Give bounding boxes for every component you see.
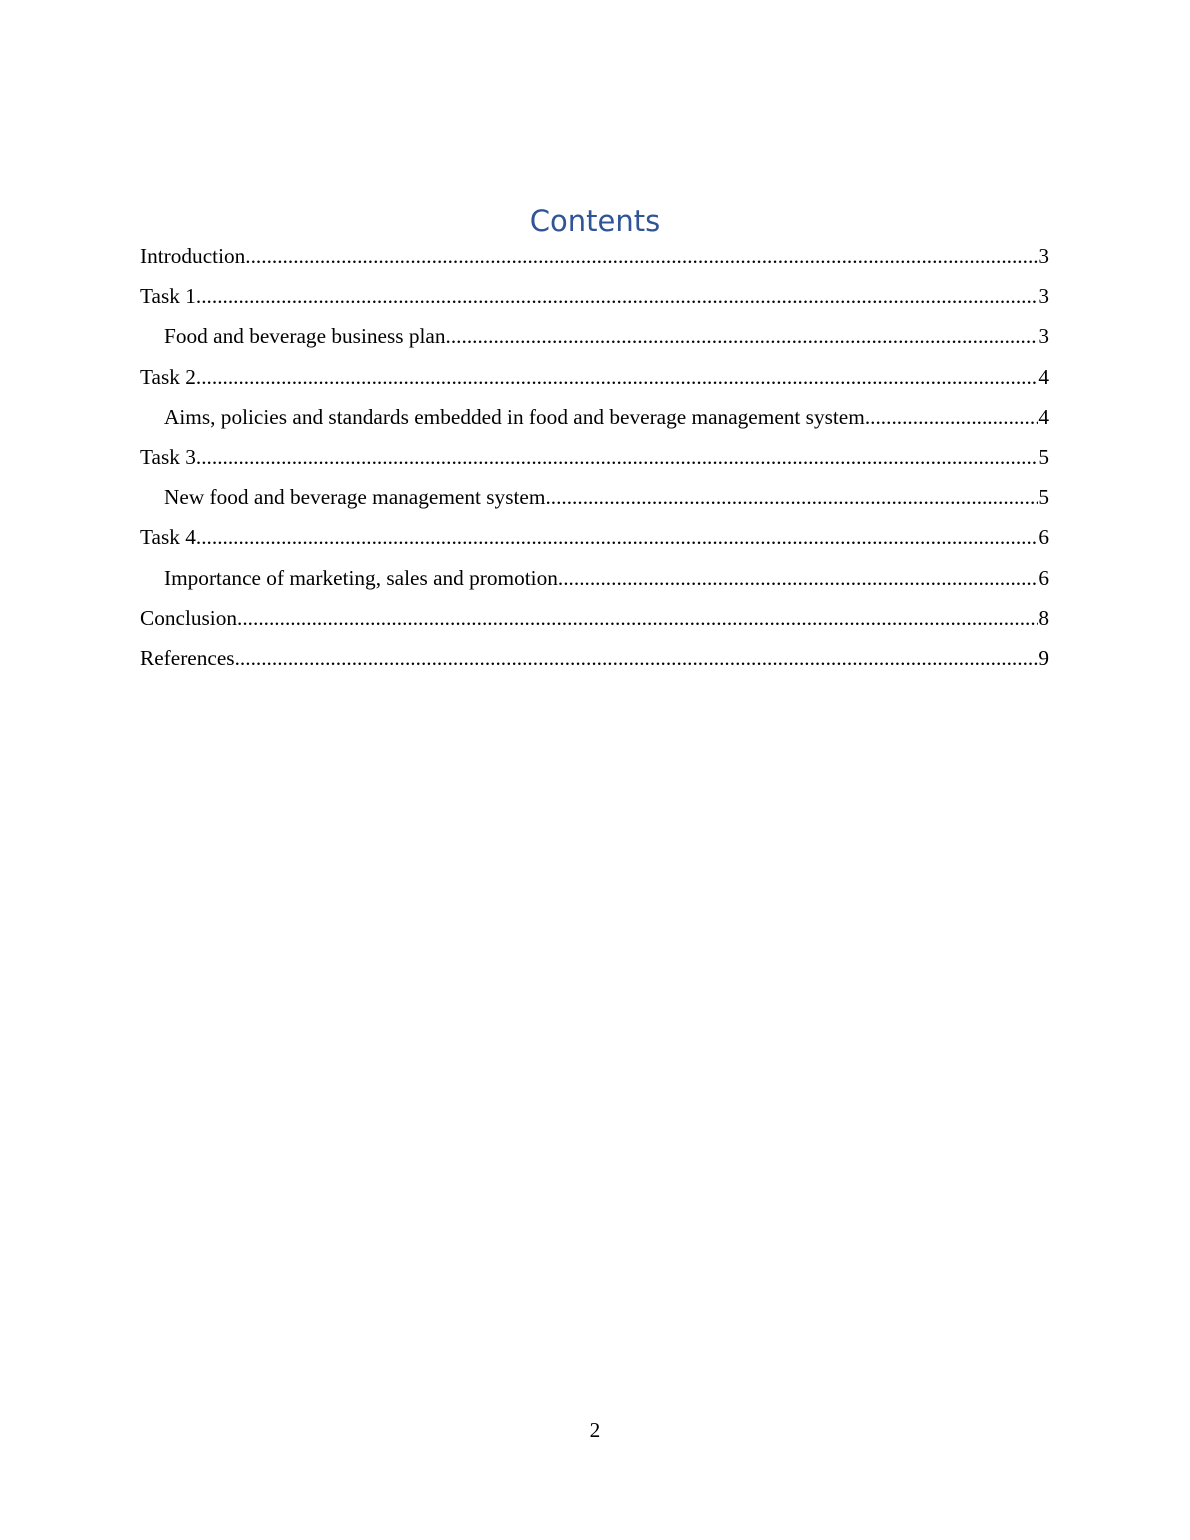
toc-entry-page: 3 — [1038, 244, 1049, 268]
toc-entry-business-plan[interactable] — [140, 316, 1049, 356]
toc-dot-leader — [865, 397, 1039, 437]
toc-entry-page: 4 — [1038, 404, 1049, 429]
toc-entry-text: Task 4 — [140, 525, 196, 550]
toc-entry-text: Introduction — [140, 244, 246, 268]
toc-entry-page: 5 — [1038, 485, 1049, 510]
toc-entry-text: Importance of marketing, sales and promotion — [164, 565, 558, 590]
toc-entry-page: 9 — [1038, 645, 1049, 670]
toc-entry-page: 3 — [1038, 324, 1049, 349]
toc-dot-leader — [196, 437, 1038, 477]
toc-dot-leader — [237, 598, 1038, 638]
toc-entry-conclusion[interactable] — [140, 598, 1049, 638]
toc-dot-leader — [196, 357, 1038, 397]
toc-title: Contents — [529, 204, 661, 238]
toc-entry-text: Aims, policies and standards embedded in food and beverage management system — [164, 404, 865, 429]
toc-dot-leader — [545, 477, 1038, 517]
toc-entry-text: Conclusion — [140, 605, 238, 630]
toc-entry-page: 6 — [1038, 565, 1049, 590]
toc-entry-task-1[interactable] — [140, 276, 1049, 316]
toc-entry-page: 6 — [1038, 525, 1049, 550]
toc-entry-page: 3 — [1038, 284, 1049, 309]
toc-entry-references[interactable] — [140, 638, 1049, 678]
toc-entry-text: Task 3 — [140, 444, 196, 469]
toc-entry-text: Task 1 — [140, 284, 196, 309]
toc-entry-page: 5 — [1038, 444, 1049, 469]
toc-dot-leader — [235, 638, 1039, 678]
toc-dot-leader — [196, 276, 1038, 316]
toc-entry-text: References — [140, 645, 235, 670]
toc-entry-task-2[interactable] — [140, 357, 1049, 397]
toc-entry-aims-policies[interactable] — [140, 397, 1049, 437]
toc-entry-new-management-system[interactable] — [140, 477, 1049, 517]
toc-dot-leader — [196, 517, 1038, 557]
toc-dot-leader — [558, 558, 1038, 598]
toc-entry-task-3[interactable] — [140, 437, 1049, 477]
toc-entry-page: 8 — [1038, 605, 1049, 630]
toc-dot-leader — [245, 236, 1038, 276]
toc-entry-page: 4 — [1038, 364, 1049, 389]
table-of-contents — [140, 236, 1049, 678]
toc-entry-text: Task 2 — [140, 364, 196, 389]
toc-entry-introduction[interactable] — [140, 236, 1049, 276]
toc-entry-marketing[interactable] — [140, 558, 1049, 598]
page-number: 2 — [589, 1418, 601, 1442]
toc-entry-task-4[interactable] — [140, 517, 1049, 557]
toc-entry-text: Food and beverage business plan — [164, 324, 446, 349]
toc-dot-leader — [446, 316, 1039, 356]
toc-entry-text: New food and beverage management system — [164, 485, 546, 510]
